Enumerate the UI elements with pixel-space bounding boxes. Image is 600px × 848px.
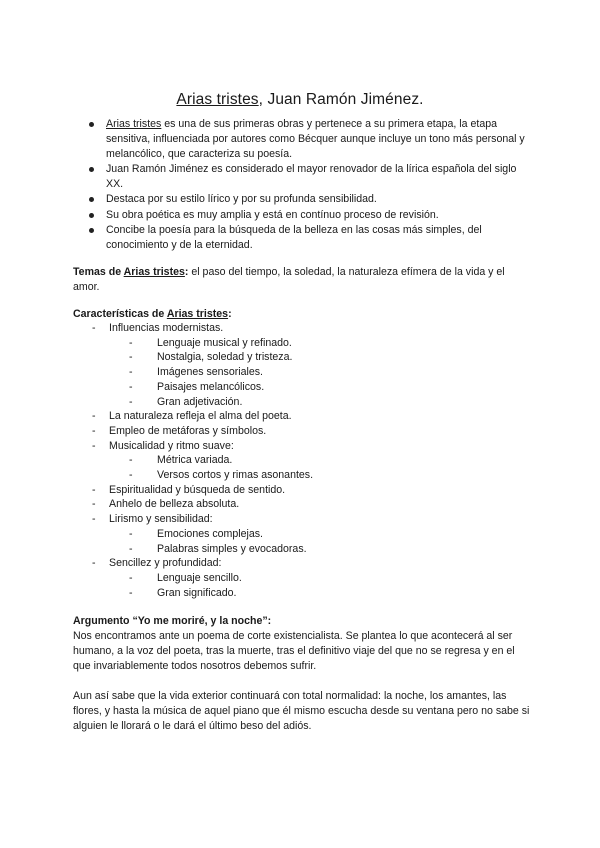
bullet-text: Concibe la poesía para la búsqueda de la belleza en las cosas más simples, del conocimiento y de la eternidad. [106, 223, 482, 251]
argumento-paragraph-1: Nos encontramos ante un poema de corte existencialista. Se plantea lo que acontecerá al ser humano, a la voz del poeta, tras la muerte, tras el definitivo viaje del que no se regresa y en el que invariablemente todos nosotros debemos sufrir. [73, 630, 515, 673]
list-item: - Musicalidad y ritmo suave: [73, 439, 533, 454]
caracteristicas-label-prefix: Características de [73, 308, 167, 320]
list-item: - Anhelo de belleza absoluta. [73, 497, 533, 512]
caracteristicas-heading [73, 307, 232, 322]
list-subitem: - Gran adjetivación. [73, 395, 533, 410]
list-item: - Sencillez y profundidad: [73, 556, 533, 571]
bullet-text: Juan Ramón Jiménez es considerado el mayor renovador de la lírica española del siglo XX. [106, 163, 517, 191]
temas-label-suffix: : [184, 266, 189, 278]
intro-bullet [89, 117, 534, 162]
temas-label-prefix: Temas de [73, 266, 124, 278]
page-title [0, 91, 600, 109]
list-item: - La naturaleza refleja el alma del poeta. [73, 409, 533, 424]
list-item: - Influencias modernistas. [73, 321, 533, 336]
list-subitem: - Versos cortos y rimas asonantes. [73, 468, 533, 483]
temas-paragraph [73, 265, 533, 295]
list-subitem: - Palabras simples y evocadoras. [73, 542, 533, 557]
bullet-lead: Arias tristes [106, 118, 162, 130]
intro-bullet-list [89, 117, 534, 253]
bullet-text: es una de sus primeras obras y pertenece a su primera etapa, la etapa sensitiva, influenciada por autores como Bécquer aunque incluye un tono más personal y melancólico, que caracteriza su poesía. [106, 118, 525, 161]
temas-text: el paso del tiempo, la soledad, la naturaleza efímera de la vida y el amor. [73, 266, 505, 294]
list-item: - Espiritualidad y búsqueda de sentido. [73, 483, 533, 498]
title-author: , Juan Ramón Jiménez. [258, 91, 424, 108]
title-work: Arias tristes [176, 91, 259, 108]
list-subitem: - Lenguaje sencillo. [73, 571, 533, 586]
list-item: - Empleo de metáforas y símbolos. [73, 424, 533, 439]
list-subitem: - Nostalgia, soledad y tristeza. [73, 350, 533, 365]
list-subitem: - Gran significado. [73, 586, 533, 601]
temas-label [73, 266, 188, 278]
bullet-text: Destaca por su estilo lírico y por su profunda sensibilidad. [106, 193, 377, 206]
intro-bullet [89, 208, 534, 223]
list-subitem: - Paisajes melancólicos. [73, 380, 533, 395]
caracteristicas-label-title: Arias tristes [166, 308, 229, 320]
temas-label-title: Arias tristes [123, 266, 185, 278]
caracteristicas-list [73, 321, 533, 600]
bullet-text: Su obra poética es muy amplia y está en contínuo proceso de revisión. [106, 208, 439, 221]
argumento-heading: Argumento “Yo me moriré, y la noche”: [73, 615, 272, 627]
argumento-paragraph-2: Aun así sabe que la vida exterior continuará con total normalidad: la noche, los amantes, las flores, y hasta la música de aquel piano que él mismo escucha desde su ventana pero no sabe si alguien le llorará o le dará el último beso del adiós. [73, 690, 530, 733]
caracteristicas-label-suffix: : [228, 308, 232, 320]
list-subitem: - Imágenes sensoriales. [73, 365, 533, 380]
list-item: - Lirismo y sensibilidad: [73, 512, 533, 527]
intro-bullet [89, 223, 534, 253]
intro-bullet [89, 162, 534, 192]
list-subitem: - Métrica variada. [73, 453, 533, 468]
list-subitem: - Emociones complejas. [73, 527, 533, 542]
list-subitem: - Lenguaje musical y refinado. [73, 336, 533, 351]
intro-bullet [89, 192, 534, 207]
